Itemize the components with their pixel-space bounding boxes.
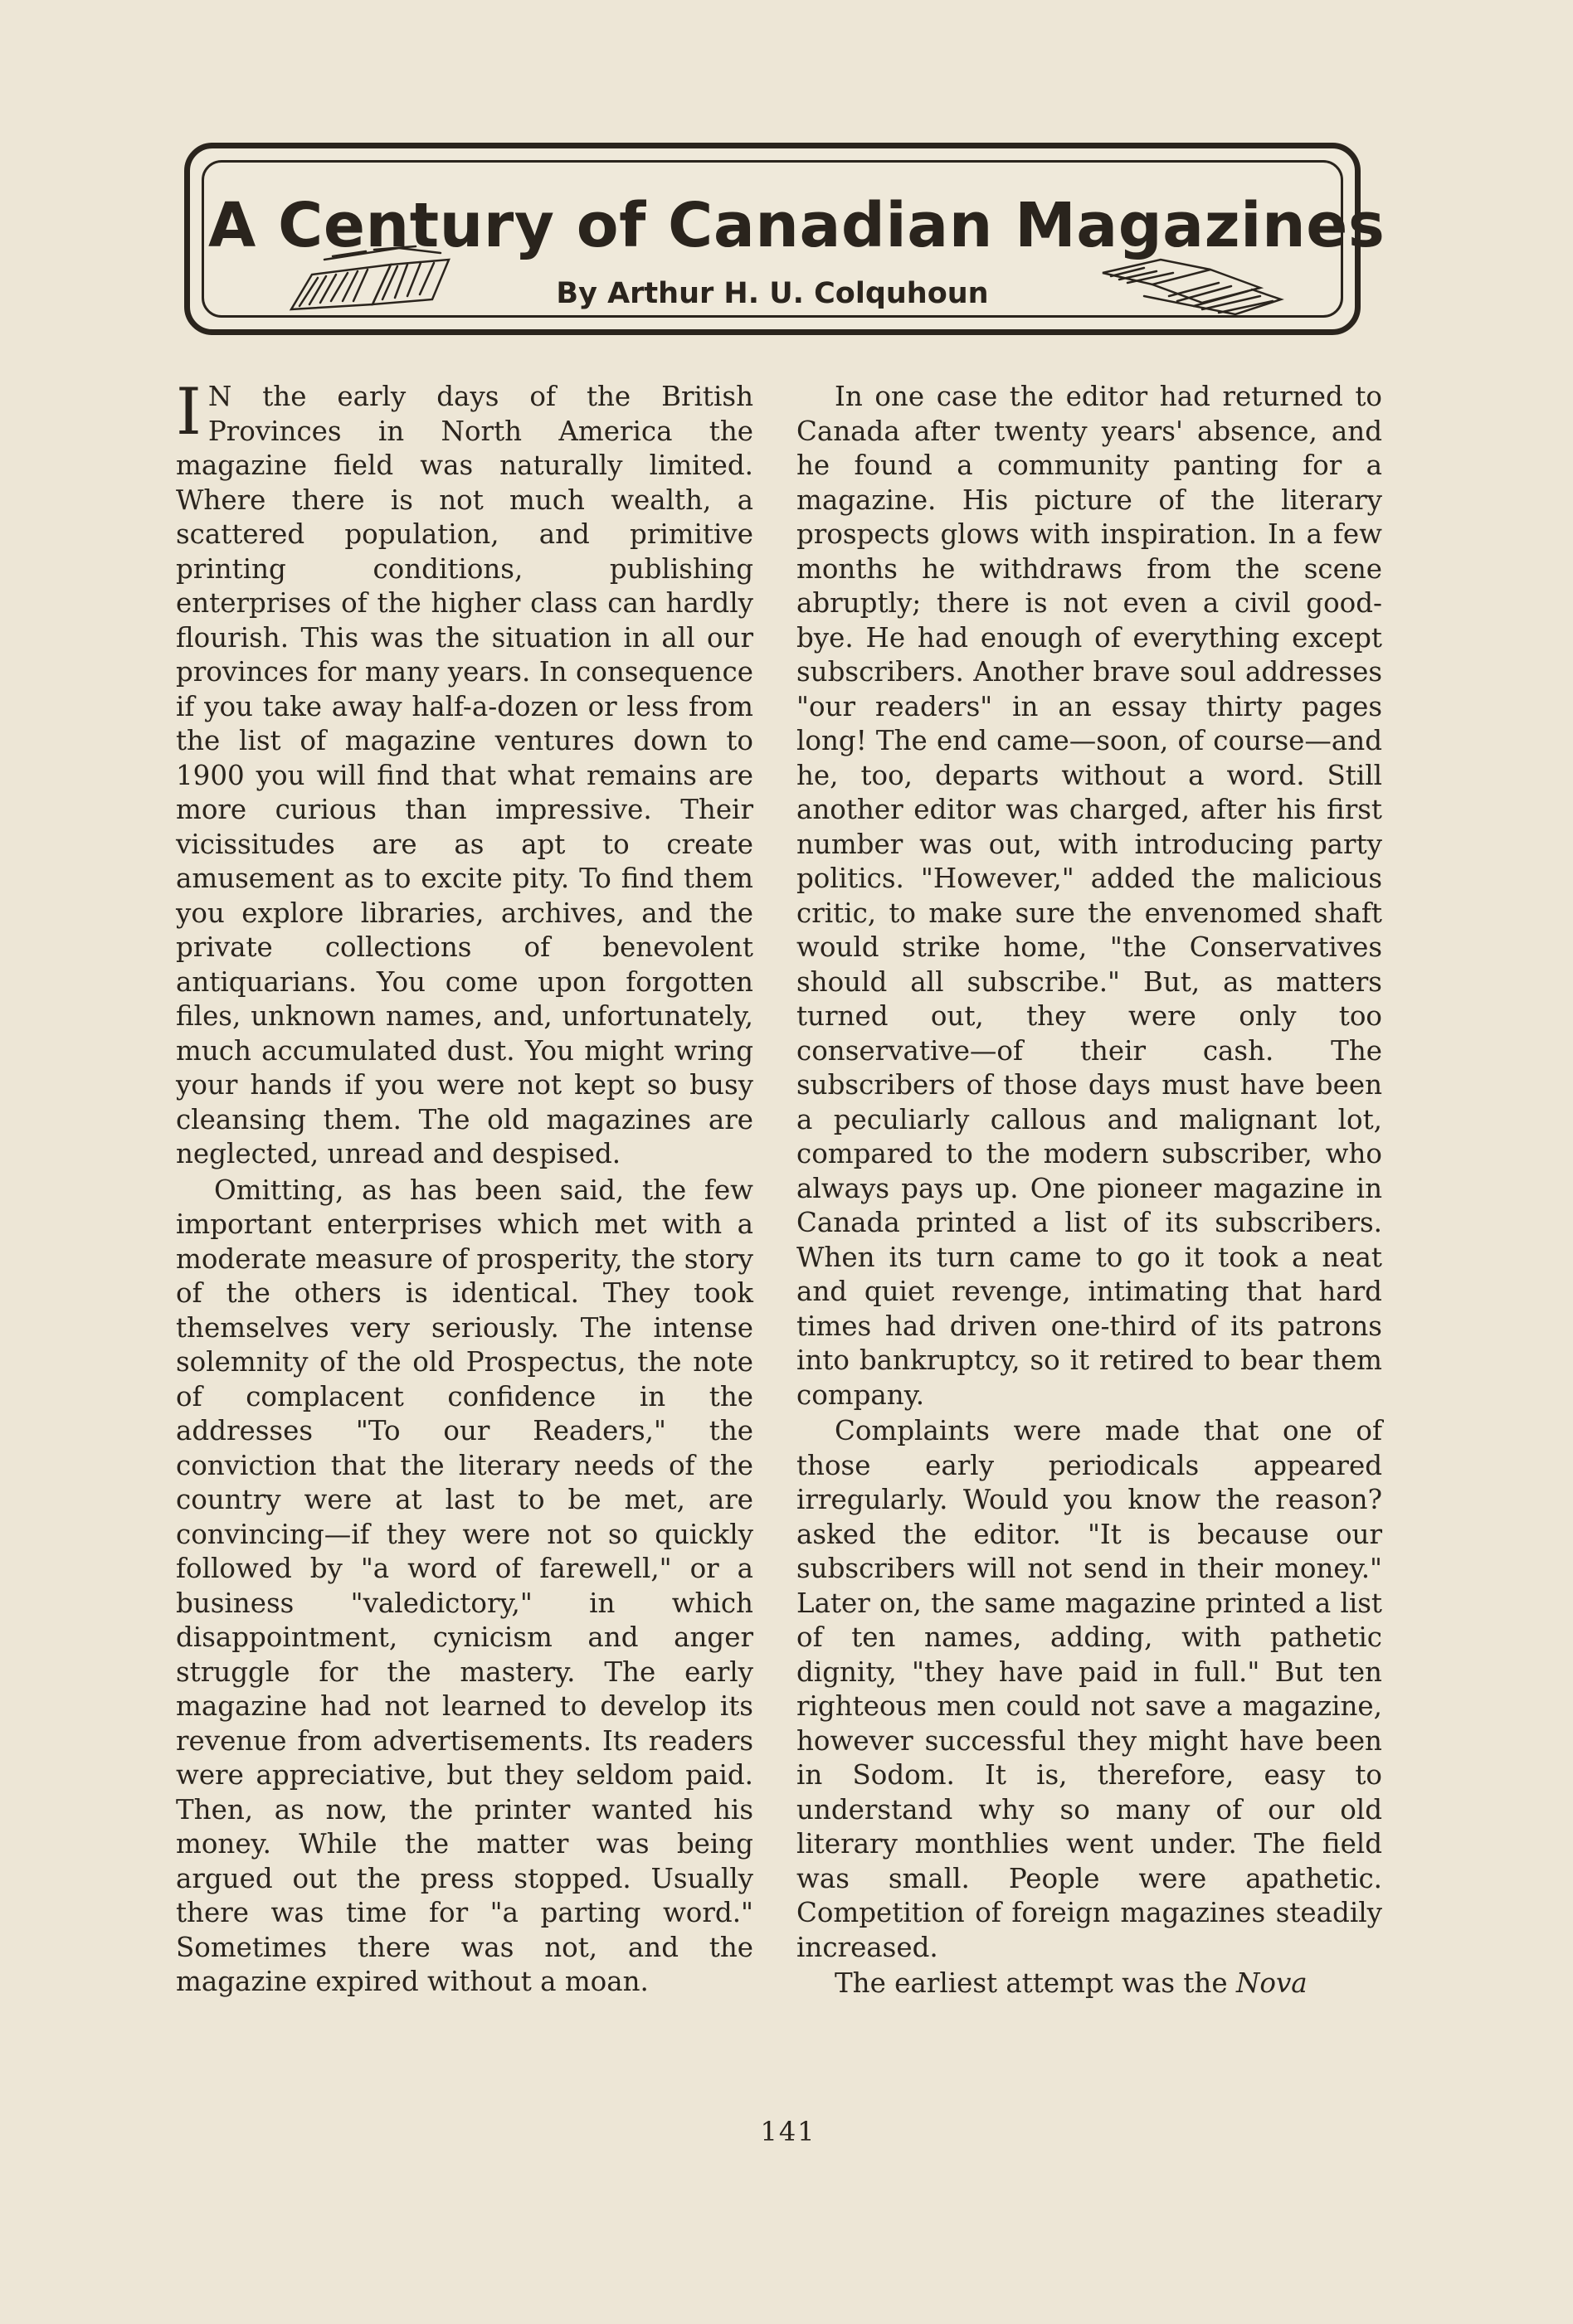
drop-cap: I xyxy=(176,375,202,450)
page-number: 141 xyxy=(760,2116,816,2147)
paragraph-1 xyxy=(176,375,753,1172)
paragraph-2: Omitting, as has been said, the few important enterprises which met with a moderate measure of prosperity, the story of the others is identical. They took themselves very seriously. The intense solemnity of the old Prospectus, the note of complacent confidence in the addresses "To our Readers," the conviction that the literary needs of the country were at last to be met, are convincing—if they were not so quickly followed by "a word of farewell," or a business "valedictory," in which disappointment, cynicism and anger struggle for the mastery. The early magazine had not learned to develop its revenue from advertisements. Its readers were appreciative, but they seldom paid. Then, as now, the printer wanted his money. While the matter was being argued out the press stopped. Usually there was time for "a parting word." Sometimes there was not, and the magazine expired without a moan. xyxy=(176,1174,753,1997)
article-title: A Century of Canadian Magazines xyxy=(208,190,1386,261)
paragraph-5 xyxy=(796,1967,1382,2001)
paragraph-1-text: N the early days of the British Provinces in North America the magazine field was naturally limited. Where there is not much wealth, a scattered population, and primitive printing conditions, publishing enterprises of the higher class can hardly flourish. This was the situation in all our provinces for many years. In consequence if you take away half-a-dozen or less from the list of magazine ventures down to 1900 you will find that what remains are more curious than impressive. Their vicissitudes are as apt to create amusement as to excite pity. To find them you explore libraries, archives, and the private collections of benevolent antiquarians. You come upon forgotten files, unknown names, and, unfortunately, much accumulated dust. You might wring your hands if you were not kept so busy cleansing them. The old magazines are neglected, unread and despised. xyxy=(176,381,753,1169)
stacked-magazines-sketch-icon xyxy=(1094,255,1285,319)
paragraph-5-text: The earliest attempt was the xyxy=(835,1967,1228,1999)
title-banner xyxy=(184,143,1386,335)
paragraph-4: Complaints were made that one of those early periodicals appeared irregularly. Would you know the reason? asked the editor. "It is because our subscribers will not send in their money." Later on, the same magazine printed a list of ten names, adding, with pathetic dignity, "they have paid in full." But ten righteous men could not save a magazine, however successful they might have been in Sodom. It is, therefore, easy to understand why so many of our old literary monthlies went under. The field was small. People were apathetic. Competition of foreign magazines steadily increased. xyxy=(796,1415,1382,1963)
author-byline: By Arthur H. U. Colquhoun xyxy=(556,277,989,310)
right-column xyxy=(796,380,1382,2001)
italic-title-word: Nova xyxy=(1235,1967,1308,1999)
left-column xyxy=(176,375,753,2000)
paragraph-3: In one case the editor had returned to Canada after twenty years' absence, and he found a community panting for a magazine. His picture of the literary prospects glows with inspiration. In a few months he withdraws from the scene abruptly; there is not even a civil good-bye. He had enough of everything except subscribers. Another brave soul addresses "our readers" in an essay thirty pages long! The end came—soon, of course—and he, too, departs without a word. Still another editor was charged, after his first number was out, with introducing party politics. "However," added the malicious critic, to make sure the envenomed shaft would strike home, "the Conservatives should all subscribe." But, as matters turned out, they were only too conservative—of their cash. The subscribers of those days must have been a peculiarly callous and malignant lot, compared to the modern subscriber, who always pays up. One pioneer magazine in Canada printed a list of its subscribers. When its turn came to go it took a neat and quiet revenge, intimating that hard times had driven one-third of its patrons into bankruptcy, so it retired to bear them company. xyxy=(796,381,1382,1411)
